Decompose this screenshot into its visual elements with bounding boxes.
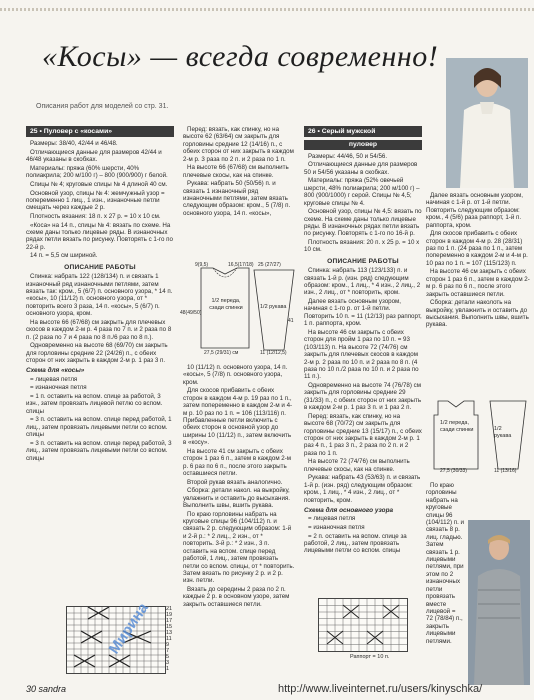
column-3: [304, 126, 422, 556]
schematic-d-bottom: 11 (13/16): [494, 468, 517, 474]
legend-knit: = лицевая петля: [30, 375, 78, 383]
page-number-magazine: 30 sandra: [26, 684, 67, 694]
row-num: 13: [166, 630, 173, 636]
legend-cross-3: = 3 п. оставить на вспом. спице перед работой, 3 лиц., затем провязать лицевыми петли со вспом. спицы: [26, 439, 172, 462]
column-2b: [183, 364, 295, 609]
armhole-26-text: На высоте 46 см закрыть с обеих сторон для пройм 1 раз по 10 п. = 93 (103/113) п. На высоте 72 (74/76) см закрыть для плечевых скосов в каждом 2-м р. 2 раза по 10 п. и 2 раза по 8 п. (4 раза по 10 п./2 раза по 10 п. и 2 раза по 11 п.).: [304, 328, 419, 381]
schematic-c-bottom: 27,5 (30/33): [440, 468, 467, 474]
row-num: 21: [166, 606, 173, 612]
model-photo-woman: [446, 58, 528, 188]
front-26-text: Перед: вязать, как спинку, но на высоте 68 (70/72) см закрыть для горловины средние 13 (15/17) п., с обеих сторон от них закрыть в каждом 2-м р. 1 раз 4 п., 1 раз 3 п., 2 раза по 2 п. и 2 раза по 1 п.: [304, 412, 422, 457]
row-num: 3: [166, 660, 170, 666]
legend-cross-1: = 1 п. оставить на вспом. спице за работой, 3 изн., затем провязать лицевой петлю со вспом. спицы: [26, 393, 163, 415]
page-title: «Косы» — всегда современно!: [42, 40, 439, 73]
cable-width-text: 14 п. = 5,5 см шириной.: [30, 252, 98, 260]
legend-purl: = изнаночная петля: [30, 384, 87, 392]
neck-26-text: Одновременно на высоте 74 (76/78) см закрыть для горловины средние 29 (31/33) п., с обеих сторон от них закрыть в каждом 2-м р. 1 раз 3 п. и 1 раз 2 п.: [304, 381, 422, 412]
assembly-text: Сборка: детали накол. на выкройку, увлажнить и оставить до высыхания. Выполнить швы, вшить рукава.: [183, 487, 290, 510]
man-figure-icon: [468, 520, 530, 685]
row-num: 5: [166, 654, 170, 660]
row-num: 11: [166, 636, 172, 642]
note-text: Отличающиеся данные для размеров 42/44 и 46/48 указаны в скобках.: [26, 149, 162, 164]
sleeves-text: Рукава: набрать 50 (50/56) п. и связать 1 изнаночный ряд изнаночными петлями, затем вязать следующим образом: кром., 5 (7/8) п. основного узора, 14 п. «косы»,: [183, 180, 291, 217]
gauge-26-text: Плотность вязания: 20 п. x 25 р. = 10 x 10 см.: [304, 239, 420, 254]
schematic-body-26-svg: [426, 395, 486, 475]
schematic-body-26: [426, 395, 486, 475]
note-26-text: Отличающиеся данные для размеров 50 и 54/56 указаны в скобках.: [304, 161, 418, 176]
sleeve-26-top-text: На высоте 46 см закрыть с обеих сторон 1 раз 6 п., затем в каждом 2-м р. 6 раз по 6 п., после этого закрыть оставшиеся петли.: [426, 268, 530, 298]
main-pattern-text: Основной узор, спицы № 4: жемчужный узор = попеременно 1 лиц., 1 изн., изнаночные петли смещать через каждые 2 р.: [26, 189, 165, 212]
row-num: 17: [166, 618, 173, 624]
schematic-b-bottom: 11 (12/12,5): [260, 350, 287, 356]
sleeves-26-text: Рукава: набрать 43 (53/63) п. и связать 1-й р. (изн. ряд) следующим образом: кром., 1 лиц., * 4 изн., 2 лиц., от * повторить, кром.: [304, 474, 421, 504]
legend-26-cross: = 2 п. оставить на вспом. спице за работой, 2 лиц., затем провязать лицевыми петли со вспом. спицы: [304, 532, 407, 555]
model-26-badge-sub: пуловер: [304, 140, 422, 149]
neck-text: Одновременно на высоте 68 (69/70) см закрыть для горловины средние 22 (24/26) п., с обеих сторон от них закрыть в каждом 2-м р. 1 раз 3 п.: [26, 342, 168, 365]
neckband-cont-text: Вязать до середины 2 раза по 2 п. каждые 2 р. в основном узоре, затем закрыть оставшиеся петли.: [183, 585, 290, 608]
materials-text: Материалы: пряжа (60% шерсти, 40% полиакрила; 200 м/100 г) – 800 (900/900) г белой.: [26, 165, 168, 180]
assembly-26-text: Сборка: детали наколоть на выкройку, увлажнить и оставить до высыхания. Выполнить швы, вшить рукава.: [426, 299, 529, 329]
model-26-badge: 26 • Серый мужской: [304, 126, 422, 137]
schematic-a-top-b: 16,5(17/18): [228, 262, 254, 268]
neckband-26-text: По краю горловины набрать на круговые спицы 96 (104/112) п. и связать 8 р. лиц. гладью. Затем связать 1 р. лицевыми петлями, при этом по 2 изнаночных петли провязать вместе лицевой = 72 (78/84) п., закрыть лицевыми петлями.: [426, 482, 464, 645]
schematic-a-top-a: 9(9,5): [195, 262, 209, 268]
needles-text: Спицы № 4; круговые спицы № 4 длиной 40 см.: [30, 181, 168, 188]
top-rule: [0, 8, 534, 11]
model-25-badge: 25 • Пуловер с «косами»: [26, 126, 174, 137]
row-num: 15: [166, 624, 173, 630]
page-subtitle: Описания работ для моделей со стр. 31.: [36, 103, 169, 110]
row-num: 19: [166, 612, 173, 618]
work-26-heading: ОПИСАНИЕ РАБОТЫ: [327, 257, 399, 265]
legend-26-purl: = изнаночная петля: [308, 523, 365, 531]
sleeve-top-text: На высоте 41 см закрыть с обеих сторон 1 раз 6 п., затем в каждом 2-м р. 6 раз по 6 п., после этого закрыть оставшиеся петли.: [183, 447, 292, 478]
sleeve-shaping-text: Для скосов прибавить с обеих сторон в каждом 4-м р. 19 раз по 1 п., затем попеременно в каждом 2-м и 4-м р. 10 раз по 1 п. = 106 (113/116) п. Прибавленные петли включить с обеих сторон в основной узор до ширины 10 (11/12) п., затем включить в «косу».: [183, 387, 293, 447]
schematic-d-mid: 1/2 рукава: [494, 426, 512, 440]
scheme-title: Схема для «косы»: [26, 367, 85, 375]
back-26-text: Спинка: набрать 113 (123/133) п. и связать 1-й р. (изн. ряд) следующим образом: кром., 1 лиц., * 4 изн., 2 лиц., 2 изн., 2 лиц., от * повторить, кром.: [304, 267, 421, 297]
schematic-b-mid: 1/2 рукава: [260, 304, 287, 310]
main-pattern-chart-grid: [319, 599, 407, 651]
gauge-text: Плотность вязания: 18 п. x 27 р. = 10 x 10 см.: [30, 213, 161, 220]
sizes-26-text: Размеры: 44/46, 50 и 54/56.: [308, 152, 388, 160]
column-4: [426, 192, 530, 330]
sleeve-26-shaping-text: Для скосов прибавить с обеих сторон в каждом 4-м р. 28 (28/31) раз по 1 п. (24 раза по 1 п., затем попеременно в каждом 2-м и 4-м р. 10 раз по 1 п. = 107 (115/123) п.: [426, 230, 528, 267]
row-num: 1: [166, 666, 170, 672]
legend-cross-2: = 3 п. оставить на вспом. спице перед работой, 1 лиц., затем провязать лицевыми петли со вспом. спицы: [26, 416, 172, 439]
second-sleeve-text: Второй рукав вязать аналогично.: [187, 478, 283, 486]
schematic-b-top: 25 (27/27): [258, 262, 281, 268]
watermark: Мирина: [105, 599, 152, 658]
schematic-c-mid: 1/2 переда, сзади спинки: [440, 420, 474, 434]
back-text: Спинка: набрать 122 (128/134) п. и связать 1 изнаночный ряд изнаночными петлями, затем вязать так: кром., 5 (6/7) п. основного узора, * 14 п. «косы», 10 (11/12) п. основного узора, от * повторить всего 3 раза, 14 п. «косы», 5 (6/7) п. основного узора, кром.: [26, 273, 173, 318]
materials-26-text: Материалы: пряжа (52% овечьей шерсти, 48% полиакрила; 200 м/100 г) – 800 (900/1000) г серой. Спицы № 4,5; круговые спицы № 4.: [304, 177, 420, 207]
front-text: Перед: вязать, как спинку, но на высоте 62 (63/64) см закрыть для горловины средние 12 (14/16) п., с обеих сторон от них закрыть в каждом 2-м р. 3 раза по 2 п. и 2 раза по 1 п.: [183, 126, 294, 163]
back-26-cont-text: Далее вязать основным узором, начиная с 1-го р. от 1-й петли. Повторить 10 п. = 11 (12/13) раз раппорт, 1 п. раппорта, кром.: [304, 298, 422, 328]
scheme-26-title: Схема для основного узора: [304, 506, 394, 514]
row-num: 7: [166, 648, 170, 654]
rapport-label: Раппорт = 10 п.: [350, 654, 390, 660]
column-4b: [426, 482, 464, 646]
schematic-a-side: 48(49/50): [180, 310, 202, 316]
schematic-b-side: 41: [288, 318, 294, 324]
sizes-text: Размеры: 38/40, 42/44 и 46/48.: [30, 140, 118, 148]
cable-text: «Коса» на 14 п., спицы № 4: вязать по схеме. На схеме даны только лицевые ряды. В изнаночных рядах петли вязать по рисунку. Повторять с 1-го по 22-й р.: [26, 221, 173, 251]
shoulders-26-text: На высоте 72 (74/76) см выполнить плечевые скосы, как на спинке.: [304, 458, 410, 473]
schematic-a-bottom: 27,5 (29/31) см: [204, 350, 239, 356]
woman-figure-icon: [446, 58, 528, 188]
sleeves-cont-text: 10 (11/12) п. основного узора, 14 п. «косы», 5 (7/8) п. основного узора, кром.: [183, 364, 288, 386]
main-pattern-chart: [318, 598, 408, 652]
row-num: 9: [166, 642, 170, 648]
column-2: [183, 126, 295, 218]
work-heading: ОПИСАНИЕ РАБОТЫ: [64, 263, 136, 271]
neckband-text: По краю горловины набрать на круговые спицы 96 (104/112) п. и связать 2 р. следующим образом: 1-й и 2-й р.: * 2 лиц., 2 изн., от * повторить. 3-й р.: * 2 изн., 3 п. оставить на вспом. спице перед работой, 1 лиц., затем провязать петли со вспом. спицы, от * повторить. Затем вязать по рисунку 2 р. и 2 р. изн. петли.: [183, 510, 295, 585]
legend-26-knit: = лицевая петля: [308, 515, 356, 523]
column-1: [26, 126, 174, 463]
model-photo-man: [468, 520, 530, 685]
shoulders-text: На высоте 66 (67/68) см закрыть для плечевых скосов в каждом 2-м р. 4 раза по 7 п. и 2 раза по 8 п. (2 раза по 7 и 4 раза по 8 п./6 раз по 8 п.).: [26, 318, 172, 341]
source-url: http://www.liveinternet.ru/users/kinyschka/: [278, 683, 483, 695]
main-pattern-26-text: Основной узор, спицы № 4,5: вязать по схеме. На схеме даны только лицевые ряды. В изнаночных рядах петли вязать по рисунку. Повторять с 1-го по 16-й р.: [304, 208, 422, 238]
front-shoulders-text: На высоте 66 (67/68) см выполнить плечевые скосы, как на спинке.: [183, 164, 289, 179]
schematic-a-mid: 1/2 переда, сзади спинки: [209, 298, 243, 312]
sleeve-26-pattern-text: Далее вязать основным узором, начиная с 1-й р. от 1-й петли. Повторить следующим образом: кром., 4 (5/6) раза раппорт, 1-й п. раппорта, кром.: [426, 192, 524, 229]
chart-row-numbers: [166, 606, 176, 672]
